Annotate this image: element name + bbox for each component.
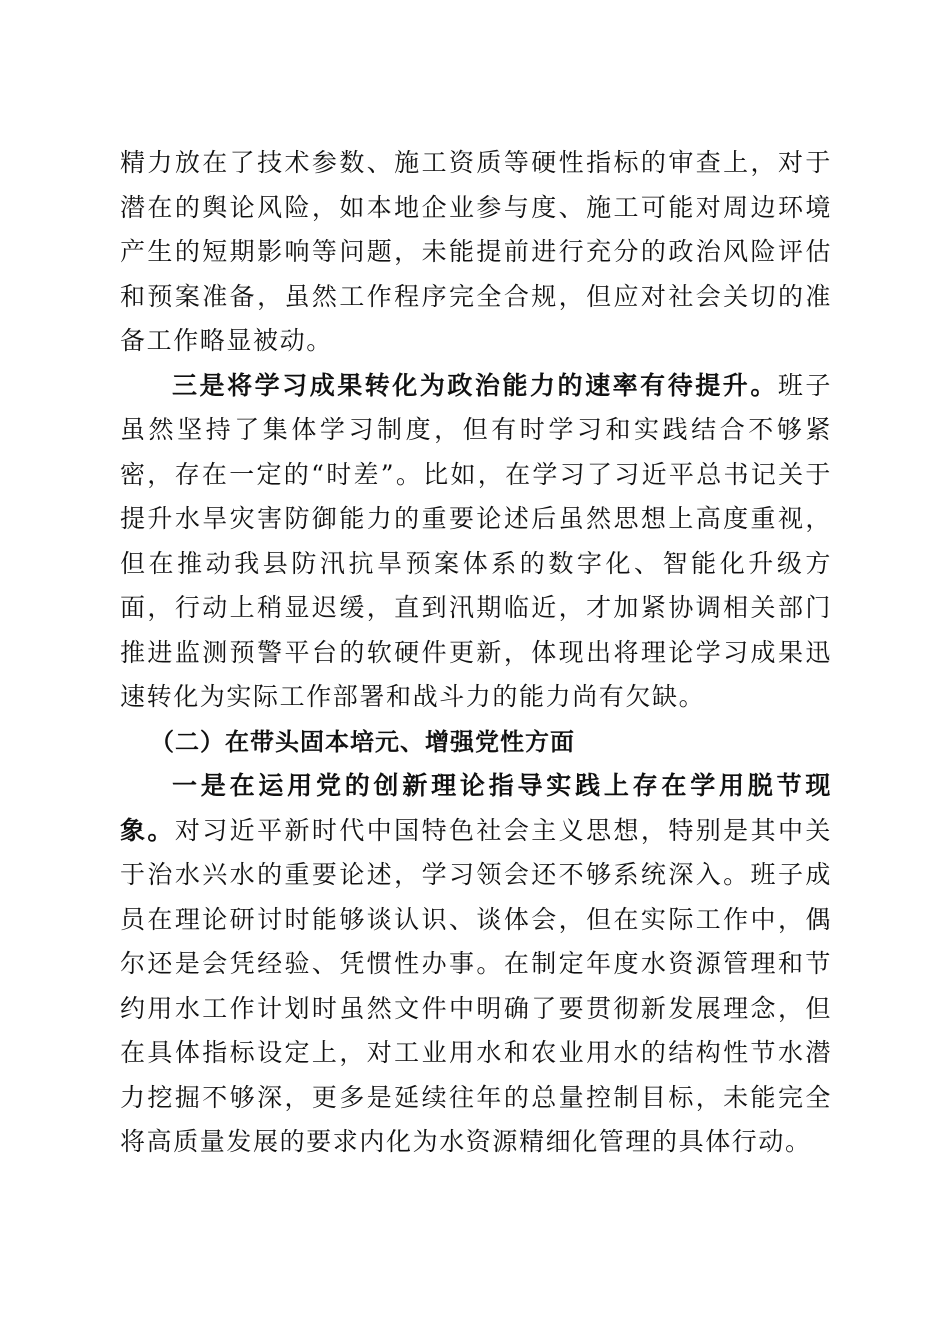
paragraph-text: 对习近平新时代中国特色社会主义思想，特别是其中关于治水兴水的重要论述，学习领会还不够系统深入。班子成员在理论研讨时能够谈认识、谈体会，但在实际工作中，偶尔还是会凭经验、凭惯性办事。在制定年度水资源管理和节约用水工作计划时虽然文件中明确了要贯彻新发展理念，但在具体指标设定上，对工业用水和农业用水的结构性节水潜力挖掘不够深，更多是延续往年的总量控制目标，未能完全将高质量发展的要求内化为水资源精细化管理的具体行动。 (120, 815, 833, 1156)
paragraph-text: 精力放在了技术参数、施工资质等硬性指标的审查上，对于潜在的舆论风险，如本地企业参与度、施工可能对周边环境产生的短期影响等问题，未能提前进行充分的政治风险评估和预案准备，虽然工作程序完全合规，但应对社会关切的准备工作略显被动。 (120, 148, 832, 355)
section-heading: （二）在带头固本培元、增强党性方面 (150, 727, 575, 756)
paragraph-lead-sentence: 三是将学习成果转化为政治能力的速率有待提升。 (172, 370, 778, 400)
paragraph-point-one (120, 764, 832, 1165)
document-body (120, 141, 832, 1165)
paragraph-point-three (120, 364, 832, 720)
paragraph-lead-sentence: 一是在运用党的创新理论指导实践上存在学用脱节现象。 (120, 771, 832, 845)
paragraph-continuation (120, 141, 832, 364)
paragraph-text: 班子虽然坚持了集体学习制度，但有时学习和实践结合不够紧密，存在一定的“时差”。比如，在学习了习近平总书记关于提升水旱灾害防御能力的重要论述后虽然思想上高度重视，但在推动我县防汛抗旱预案体系的数字化、智能化升级方面，行动上稍显迟缓，直到汛期临近，才加紧协调相关部门推进监测预警平台的软硬件更新，体现出将理论学习成果迅速转化为实际工作部署和战斗力的能力尚有欠缺。 (120, 370, 832, 711)
